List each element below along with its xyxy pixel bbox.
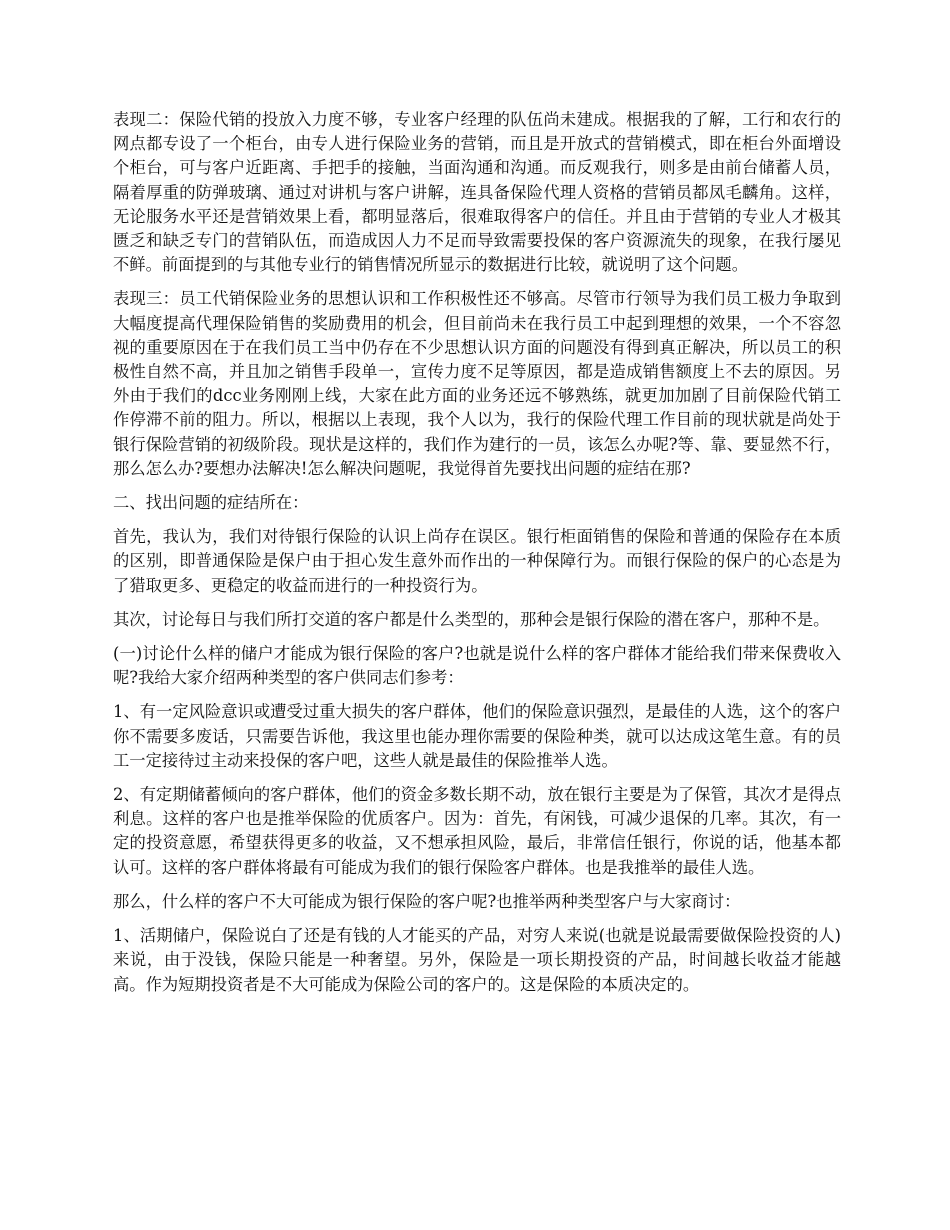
section-heading-find-root-cause: 二、找出问题的症结所在：: [113, 493, 309, 513]
paragraph-first-misunderstanding: 首先，我认为，我们对待银行保险的认识上尚存在误区。银行柜面销售的保险和普通的保险存在本质的区别，即普通保险是保户由于担心发生意外而作出的一种保障行为。而银行保险的保户的心态是为了猎取更多、更稳定的收益而进行的一种投资行为。: [113, 527, 841, 595]
paragraph-second-customer-types: 其次，讨论每日与我们所打交道的客户都是什么类型的，那种会是银行保险的潜在客户，那种不是。: [113, 609, 830, 629]
paragraph-performance-three: 表现三：员工代销保险业务的思想认识和工作积极性还不够高。尽管市行领导为我们员工极力争取到大幅度提高代理保险销售的奖励费用的机会，但目前尚未在我行员工中起到理想的效果，一个不容忽视的重要原因在于在我们员工当中仍存在不少思想认识方面的问题没有得到真正解决，所以员工的积极性自然不高，并且加之销售手段单一，宣传力度不足等原因，都是造成销售额度上不去的原因。另外由于我们的dcc业务刚刚上线，大家在此方面的业务还远不够熟练，就更加加剧了目前保险代销工作停滞不前的阻力。所以，根据以上表现，我个人以为，我行的保险代理工作目前的现状就是尚处于银行保险营销的初级阶段。现状是这样的，我们作为建行的一员，该怎么办呢?等、靠、要显然不行，那么怎么办?要想办法解决!怎么解决问题呢，我觉得首先要找出问题的症结在那?: [113, 289, 841, 478]
paragraph-which-depositors: (一)讨论什么样的储户才能成为银行保险的客户?也就是说什么样的客户群体才能给我们带来保费收入呢?我给大家介绍两种类型的客户供同志们参考：: [113, 644, 841, 688]
list-item-risk-aware-customers: 1、有一定风险意识或遭受过重大损失的客户群体，他们的保险意识强烈，是最佳的人选，这个的客户你不需要多废话，只需要告诉他，我这里也能办理你需要的保险种类，就可以达成这笔生意。有的员工一定接待过主动来投保的客户吧，这些人就是最佳的保险推举人选。: [113, 702, 841, 770]
list-item-fixed-deposit-customers: 2、有定期储蓄倾向的客户群体，他们的资金多数长期不动，放在银行主要是为了保管，其次才是得点利息。这样的客户也是推举保险的优质客户。因为：首先，有闲钱，可减少退保的几率。其次，有一定的投资意愿，希望获得更多的收益，又不想承担风险，最后，非常信任银行，你说的话，他基本都认可。这样的客户群体将最有可能成为我们的银行保险客户群体。也是我推举的最佳人选。: [113, 785, 841, 877]
list-item-demand-depositors: 1、活期储户，保险说白了还是有钱的人才能买的产品，对穷人来说(也就是说最需要做保险投资的人)来说，由于没钱，保险只能是一种奢望。另外，保险是一项长期投资的产品，时间越长收益才能越高。作为短期投资者是不大可能成为保险公司的客户的。这是保险的本质决定的。: [113, 926, 841, 994]
document-page: [113, 108, 841, 1007]
paragraph-unlikely-customers: 那么，什么样的客户不大可能成为银行保险的客户呢?也推举两种类型客户与大家商讨：: [113, 891, 741, 911]
paragraph-performance-two: 表现二：保险代销的投放入力度不够，专业客户经理的队伍尚未建成。根据我的了解，工行和农行的网点都专设了一个柜台，由专人进行保险业务的营销，而且是开放式的营销模式，即在柜台外面增设个柜台，可与客户近距离、手把手的接触，当面沟通和沟通。而反观我行，则多是由前台储蓄人员，隔着厚重的防弹玻璃、通过对讲机与客户讲解，连具备保险代理人资格的营销员都凤毛麟角。这样，无论服务水平还是营销效果上看，都明显落后，很难取得客户的信任。并且由于营销的专业人才极其匮乏和缺乏专门的营销队伍，而造成因人力不足而导致需要投保的客户资源流失的现象，在我行屡见不鲜。前面提到的与其他专业行的销售情况所显示的数据进行比较，就说明了这个问题。: [113, 110, 841, 275]
